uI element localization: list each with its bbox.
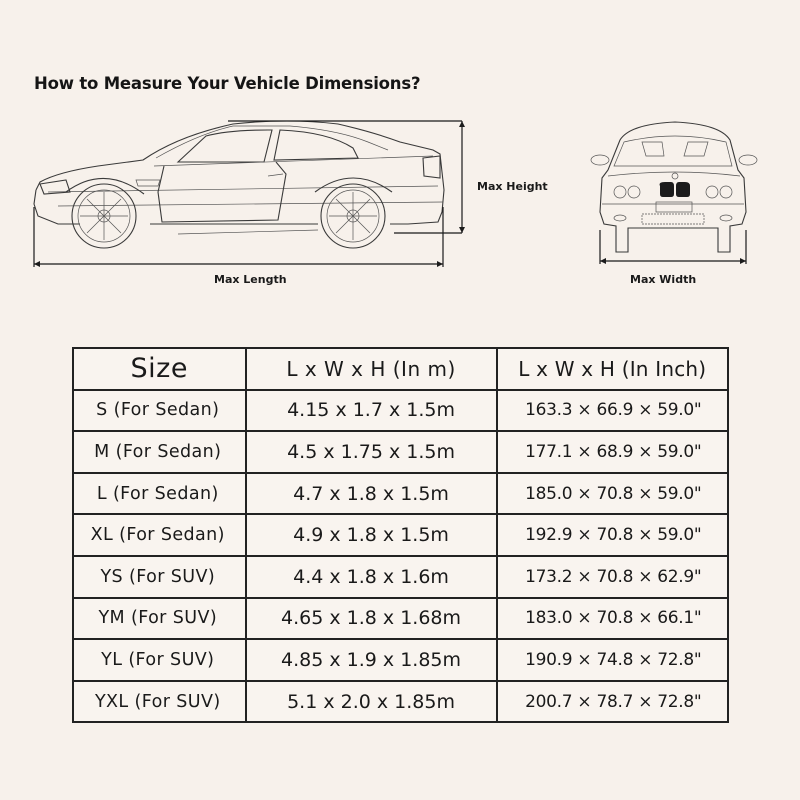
table-row xyxy=(73,598,728,640)
size-cell: YXL (For SUV) xyxy=(73,681,246,723)
header-metric: L x W x H (In m) xyxy=(246,348,497,390)
table-row xyxy=(73,639,728,681)
inch-cell: 190.9 × 74.8 × 72.8" xyxy=(497,639,728,681)
inch-cell: 185.0 × 70.8 × 59.0" xyxy=(497,473,728,515)
metric-cell: 4.4 x 1.8 x 1.6m xyxy=(246,556,497,598)
metric-cell: 5.1 x 2.0 x 1.85m xyxy=(246,681,497,723)
car-side-outline-icon xyxy=(28,112,468,272)
inch-cell: 200.7 × 78.7 × 72.8" xyxy=(497,681,728,723)
size-chart-table xyxy=(72,347,729,723)
table-row xyxy=(73,681,728,723)
size-cell: YM (For SUV) xyxy=(73,598,246,640)
size-cell: L (For Sedan) xyxy=(73,473,246,515)
size-cell: M (For Sedan) xyxy=(73,431,246,473)
table-header-row xyxy=(73,348,728,390)
max-height-label: Max Height xyxy=(477,180,548,193)
header-inch: L x W x H (In Inch) xyxy=(497,348,728,390)
inch-cell: 173.2 × 70.8 × 62.9" xyxy=(497,556,728,598)
inch-cell: 163.3 × 66.9 × 59.0" xyxy=(497,390,728,432)
metric-cell: 4.5 x 1.75 x 1.5m xyxy=(246,431,497,473)
header-size: Size xyxy=(73,348,246,390)
page-title: How to Measure Your Vehicle Dimensions? xyxy=(34,74,421,93)
car-front-outline-icon xyxy=(580,112,765,272)
metric-cell: 4.65 x 1.8 x 1.68m xyxy=(246,598,497,640)
metric-cell: 4.9 x 1.8 x 1.5m xyxy=(246,514,497,556)
table-row xyxy=(73,514,728,556)
max-width-label: Max Width xyxy=(630,273,697,286)
size-cell: XL (For Sedan) xyxy=(73,514,246,556)
max-length-label: Max Length xyxy=(214,273,287,286)
metric-cell: 4.7 x 1.8 x 1.5m xyxy=(246,473,497,515)
size-cell: YL (For SUV) xyxy=(73,639,246,681)
table-row xyxy=(73,556,728,598)
table-row xyxy=(73,473,728,515)
metric-cell: 4.15 x 1.7 x 1.5m xyxy=(246,390,497,432)
inch-cell: 177.1 × 68.9 × 59.0" xyxy=(497,431,728,473)
metric-cell: 4.85 x 1.9 x 1.85m xyxy=(246,639,497,681)
size-cell: YS (For SUV) xyxy=(73,556,246,598)
inch-cell: 192.9 × 70.8 × 59.0" xyxy=(497,514,728,556)
table-row xyxy=(73,431,728,473)
inch-cell: 183.0 × 70.8 × 66.1" xyxy=(497,598,728,640)
size-cell: S (For Sedan) xyxy=(73,390,246,432)
table-row xyxy=(73,390,728,432)
